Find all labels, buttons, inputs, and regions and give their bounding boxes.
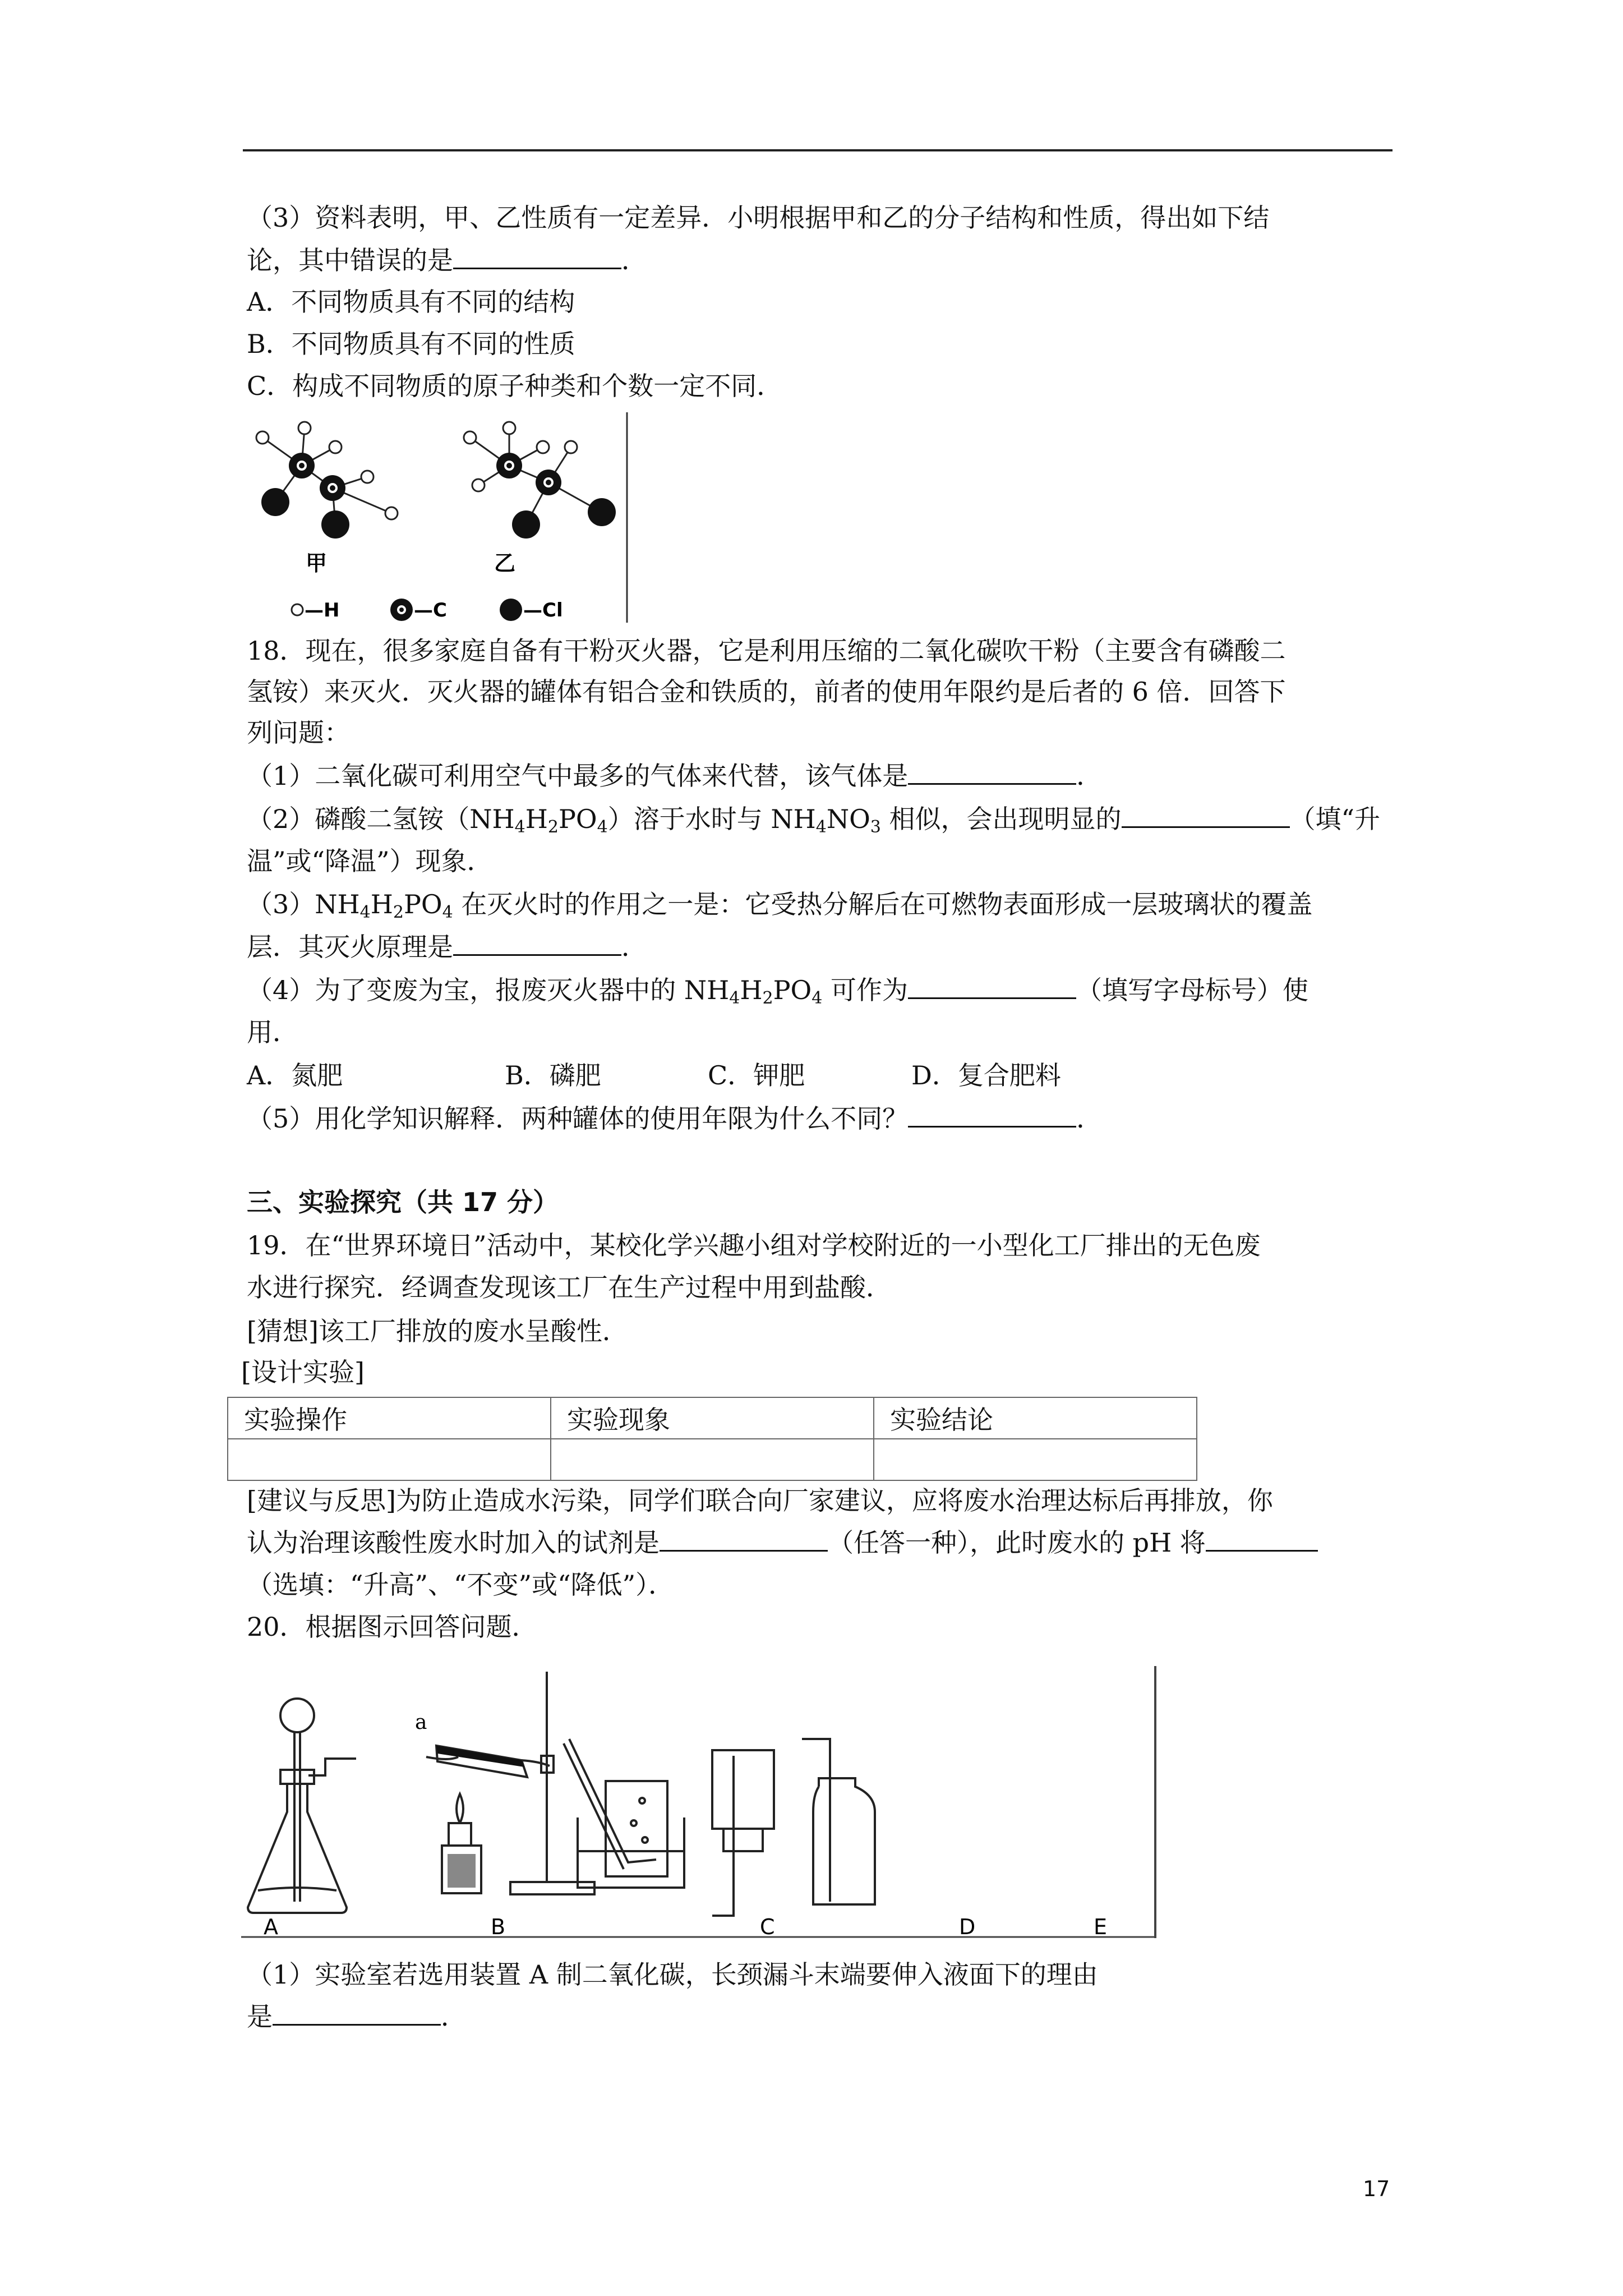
q19-design: [设计实验] [241,1357,365,1387]
molecule-structure-figure [243,412,630,625]
answer-blank[interactable] [660,1527,828,1552]
q19-advice-2: 认为治理该酸性废水时加入的试剂是 （任答一种），此时废水的 pH 将 [247,1526,1318,1559]
answer-blank[interactable] [908,975,1076,999]
label-jia: 甲 [306,551,328,576]
q18-intro-2: 氢铵）来灭火．灭火器的罐体有铝合金和铁质的，前者的使用年限约是后者的 6 倍．回答下 [247,677,1286,707]
q17-3-option-a: A．不同物质具有不同的结构 [247,287,575,317]
answer-blank[interactable] [908,1103,1076,1128]
answer-blank[interactable] [1206,1527,1318,1552]
app-label: C [760,1915,775,1939]
section-title: 三、实验探究（共 17 分） [247,1187,559,1217]
page-number: 17 [1363,2177,1390,2201]
q18-part-3-line2: 层．其灭火原理是 ． [247,932,647,962]
q17-3-line1: （3）资料表明，甲、乙性质有一定差异．小明根据甲和乙的分子结构和性质，得出如下结 [247,203,1270,233]
table-cell[interactable] [228,1439,551,1480]
legend-cl: —Cl [523,599,563,622]
q17-3-option-c: C．构成不同物质的原子种类和个数一定不同． [247,371,783,401]
answer-blank[interactable] [273,2001,441,2026]
q18-option-a: A．氮肥 [247,1060,343,1091]
q17-3-line2: 论，其中错误的是 ． [247,245,647,275]
q20-part-1-line2: 是 ． [247,2001,467,2032]
lab-apparatus-figure [241,1660,1161,1941]
q18-intro-1: 18．现在，很多家庭自备有干粉灭火器，它是利用压缩的二氧化碳吹干粉（主要含有磷酸二 [247,636,1286,666]
table-row [228,1439,1197,1480]
table-header-cell: 实验操作 [228,1397,551,1439]
legend-h: —H [305,599,340,622]
app-label: B [491,1915,506,1939]
q19-advice-1: [建议与反思]为防止造成水污染，同学们联合向厂家建议，应将废水治理达标后再排放，你 [247,1485,1273,1516]
table-cell[interactable] [551,1439,874,1480]
q18-part-1: （1）二氧化碳可利用空气中最多的气体来代替，该气体是 ． [247,761,1103,791]
answer-blank[interactable] [908,761,1076,785]
q18-part-4: （4）为了变废为宝，报废灭火器中的 $NH_4H_2PO_4$ 可作为 （填写字母标号）使 [247,975,1308,1008]
table-cell[interactable] [874,1439,1197,1480]
q19-line-2: 水进行探究．经调查发现该工厂在生产过程中用到盐酸． [247,1272,892,1303]
app-label: D [959,1915,976,1939]
q18-option-c: C．钾肥 [708,1060,805,1091]
experiment-table [227,1397,1197,1481]
q18-part-4-line2: 用． [247,1017,298,1047]
table-header-row [228,1397,1197,1439]
app-label: E [1094,1915,1108,1939]
app-label: A [264,1915,278,1939]
q18-option-d: D．复合肥料 [911,1060,1061,1091]
table-header-cell: 实验现象 [551,1397,874,1439]
q20-part-1: （1）实验室若选用装置 A 制二氧化碳，长颈漏斗末端要伸入液面下的理由 [247,1959,1098,1990]
table-header-cell: 实验结论 [874,1397,1197,1439]
q18-option-b: B．磷肥 [505,1060,601,1091]
q20-line-1: 20．根据图示回答问题． [247,1612,538,1642]
q18-part-2: （2）磷酸二氢铵$(NH_4H_2PO_4)$溶于水时与 $NH_4NO_3$ 相似，会出现明显的 （填“升 [247,804,1381,837]
answer-blank[interactable] [453,932,621,956]
q18-part-5: （5）用化学知识解释．两种罐体的使用年限为什么不同？ ． [247,1103,1103,1134]
label-yi: 乙 [494,551,516,576]
q19-guess: [猜想]该工厂排放的废水呈酸性． [247,1316,628,1346]
q19-line-1: 19．在“世界环境日”活动中，某校化学兴趣小组对学校附近的一小型化工厂排出的无色废 [247,1230,1261,1260]
q17-3-option-b: B．不同物质具有不同的性质 [247,329,575,359]
q19-advice-3: （选填：“升高”、“不变”或“降低”）． [247,1570,675,1600]
q18-intro-3: 列问题： [247,717,350,748]
q18-part-2-line2: 温”或“降温”）现象． [247,846,493,876]
legend-c: —C [414,599,447,622]
q18-part-3: $(3)NH_4H_2PO_4$ 在灭火时的作用之一是：它受热分解后在可燃物表面形成一层玻璃状的覆盖 [247,889,1313,922]
label-a: a [415,1711,427,1734]
answer-blank[interactable] [453,245,621,269]
answer-blank[interactable] [1122,804,1290,828]
header-rule [243,149,1393,151]
